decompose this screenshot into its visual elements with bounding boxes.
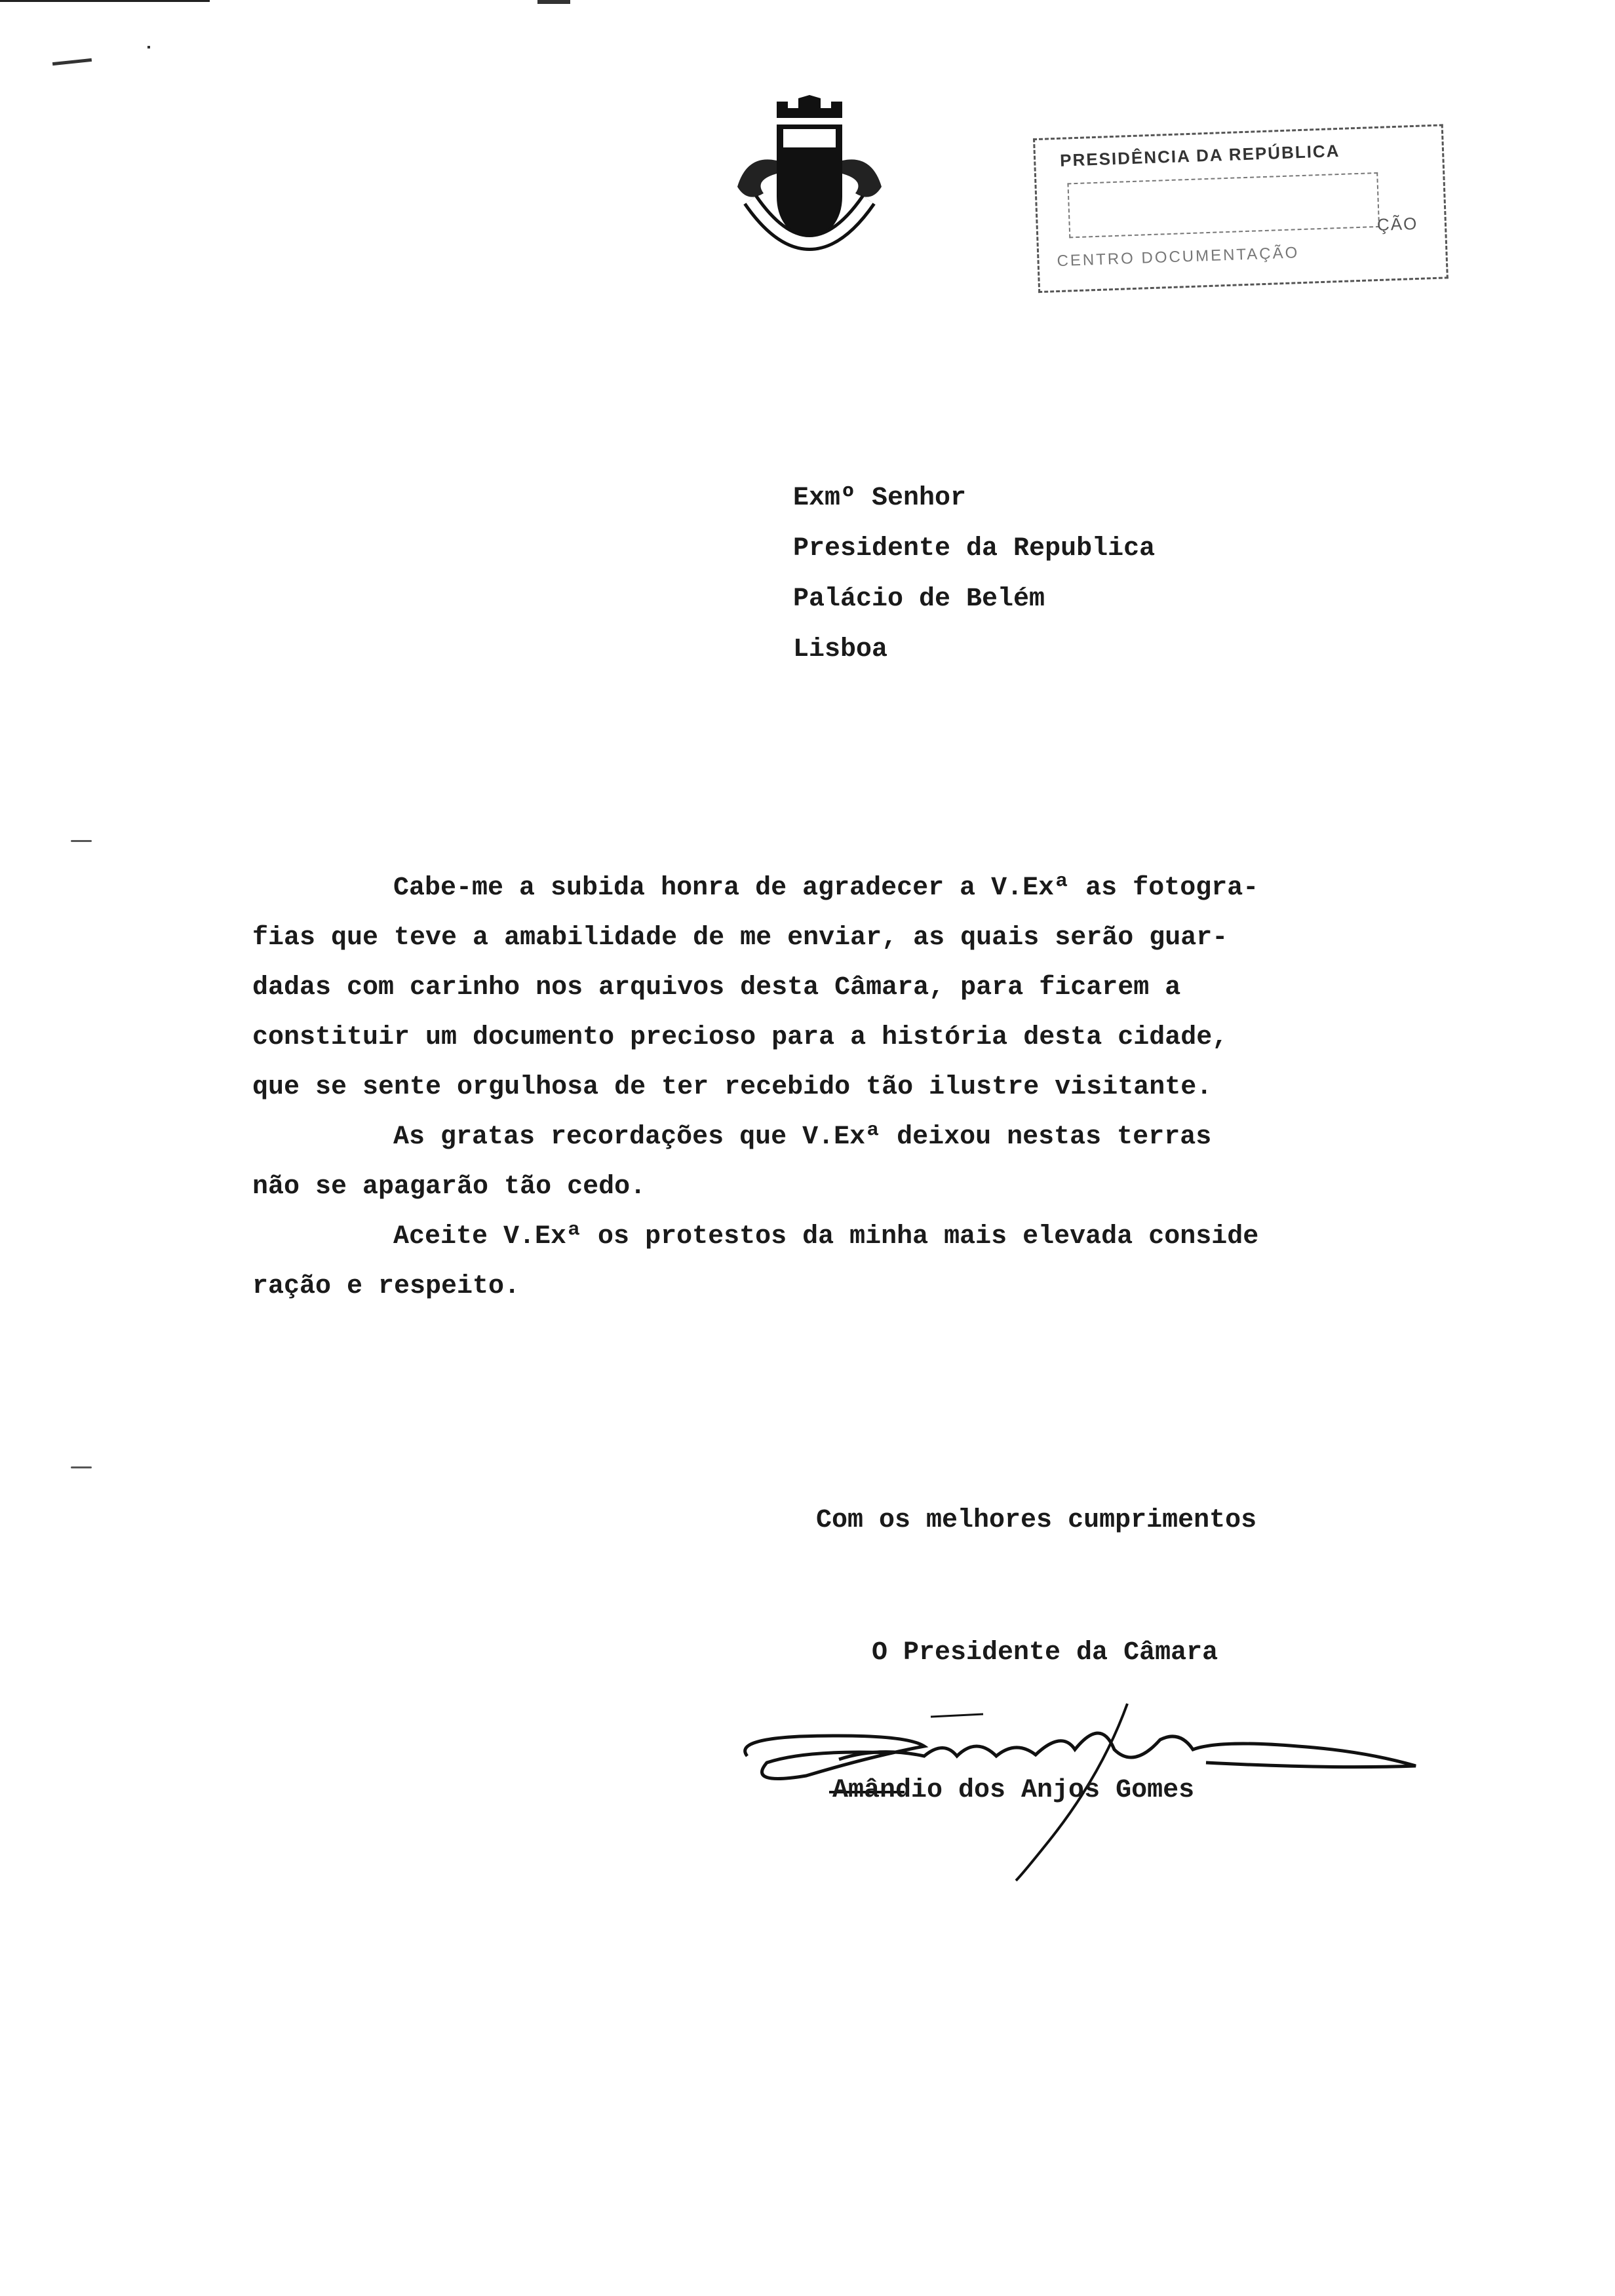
addressee-salutation: Exmº Senhor: [793, 484, 967, 513]
body-line: Aceite V.Exª os protestos da minha mais elevada conside: [393, 1222, 1259, 1252]
addressee-title: Presidente da Republica: [793, 534, 1156, 564]
top-edge-line: [0, 0, 210, 2]
body-line: ração e respeito.: [252, 1272, 520, 1301]
body-line: não se apagarão tão cedo.: [252, 1172, 646, 1202]
body-line: As gratas recordações que V.Exª deixou nestas terras: [393, 1122, 1212, 1152]
body-line: fias que teve a amabilidade de me enviar, as quais serão guar-: [252, 923, 1228, 953]
body-line: que se sente orgulhosa de ter recebido tão ilustre visitante.: [252, 1073, 1213, 1102]
body-line: dadas com carinho nos arquivos desta Câmara, para ficarem a: [252, 973, 1181, 1003]
body-line: constituir um documento precioso para a história desta cidade,: [252, 1023, 1228, 1052]
stamp-subtitle: CENTRO DOCUMENTAÇÃO: [1057, 244, 1300, 271]
margin-speck: [537, 0, 570, 4]
letter-body: [252, 864, 1498, 1312]
reception-stamp: [1032, 107, 1458, 312]
signer-name: Amândio dos Anjos Gomes: [832, 1776, 1195, 1805]
addressee-city: Lisboa: [793, 635, 888, 664]
margin-speck: [147, 46, 150, 48]
body-line: Cabe-me a subida honra de agradecer a V.Exª as fotogra-: [393, 873, 1259, 903]
margin-speck: [52, 58, 92, 66]
stamp-fragment: ÇÃO: [1376, 213, 1418, 235]
stamp-inner-box: [1067, 172, 1380, 238]
fold-mark: [71, 840, 92, 842]
closing-formula: Com os melhores cumprimentos: [816, 1506, 1257, 1535]
stamp-title: PRESIDÊNCIA DA REPÚBLICA: [1059, 140, 1340, 170]
addressee-block: [793, 473, 1155, 675]
fold-mark: [71, 1466, 92, 1468]
addressee-place: Palácio de Belém: [793, 584, 1045, 614]
municipal-crest-icon: [714, 88, 905, 272]
signer-title: O Presidente da Câmara: [872, 1638, 1218, 1668]
